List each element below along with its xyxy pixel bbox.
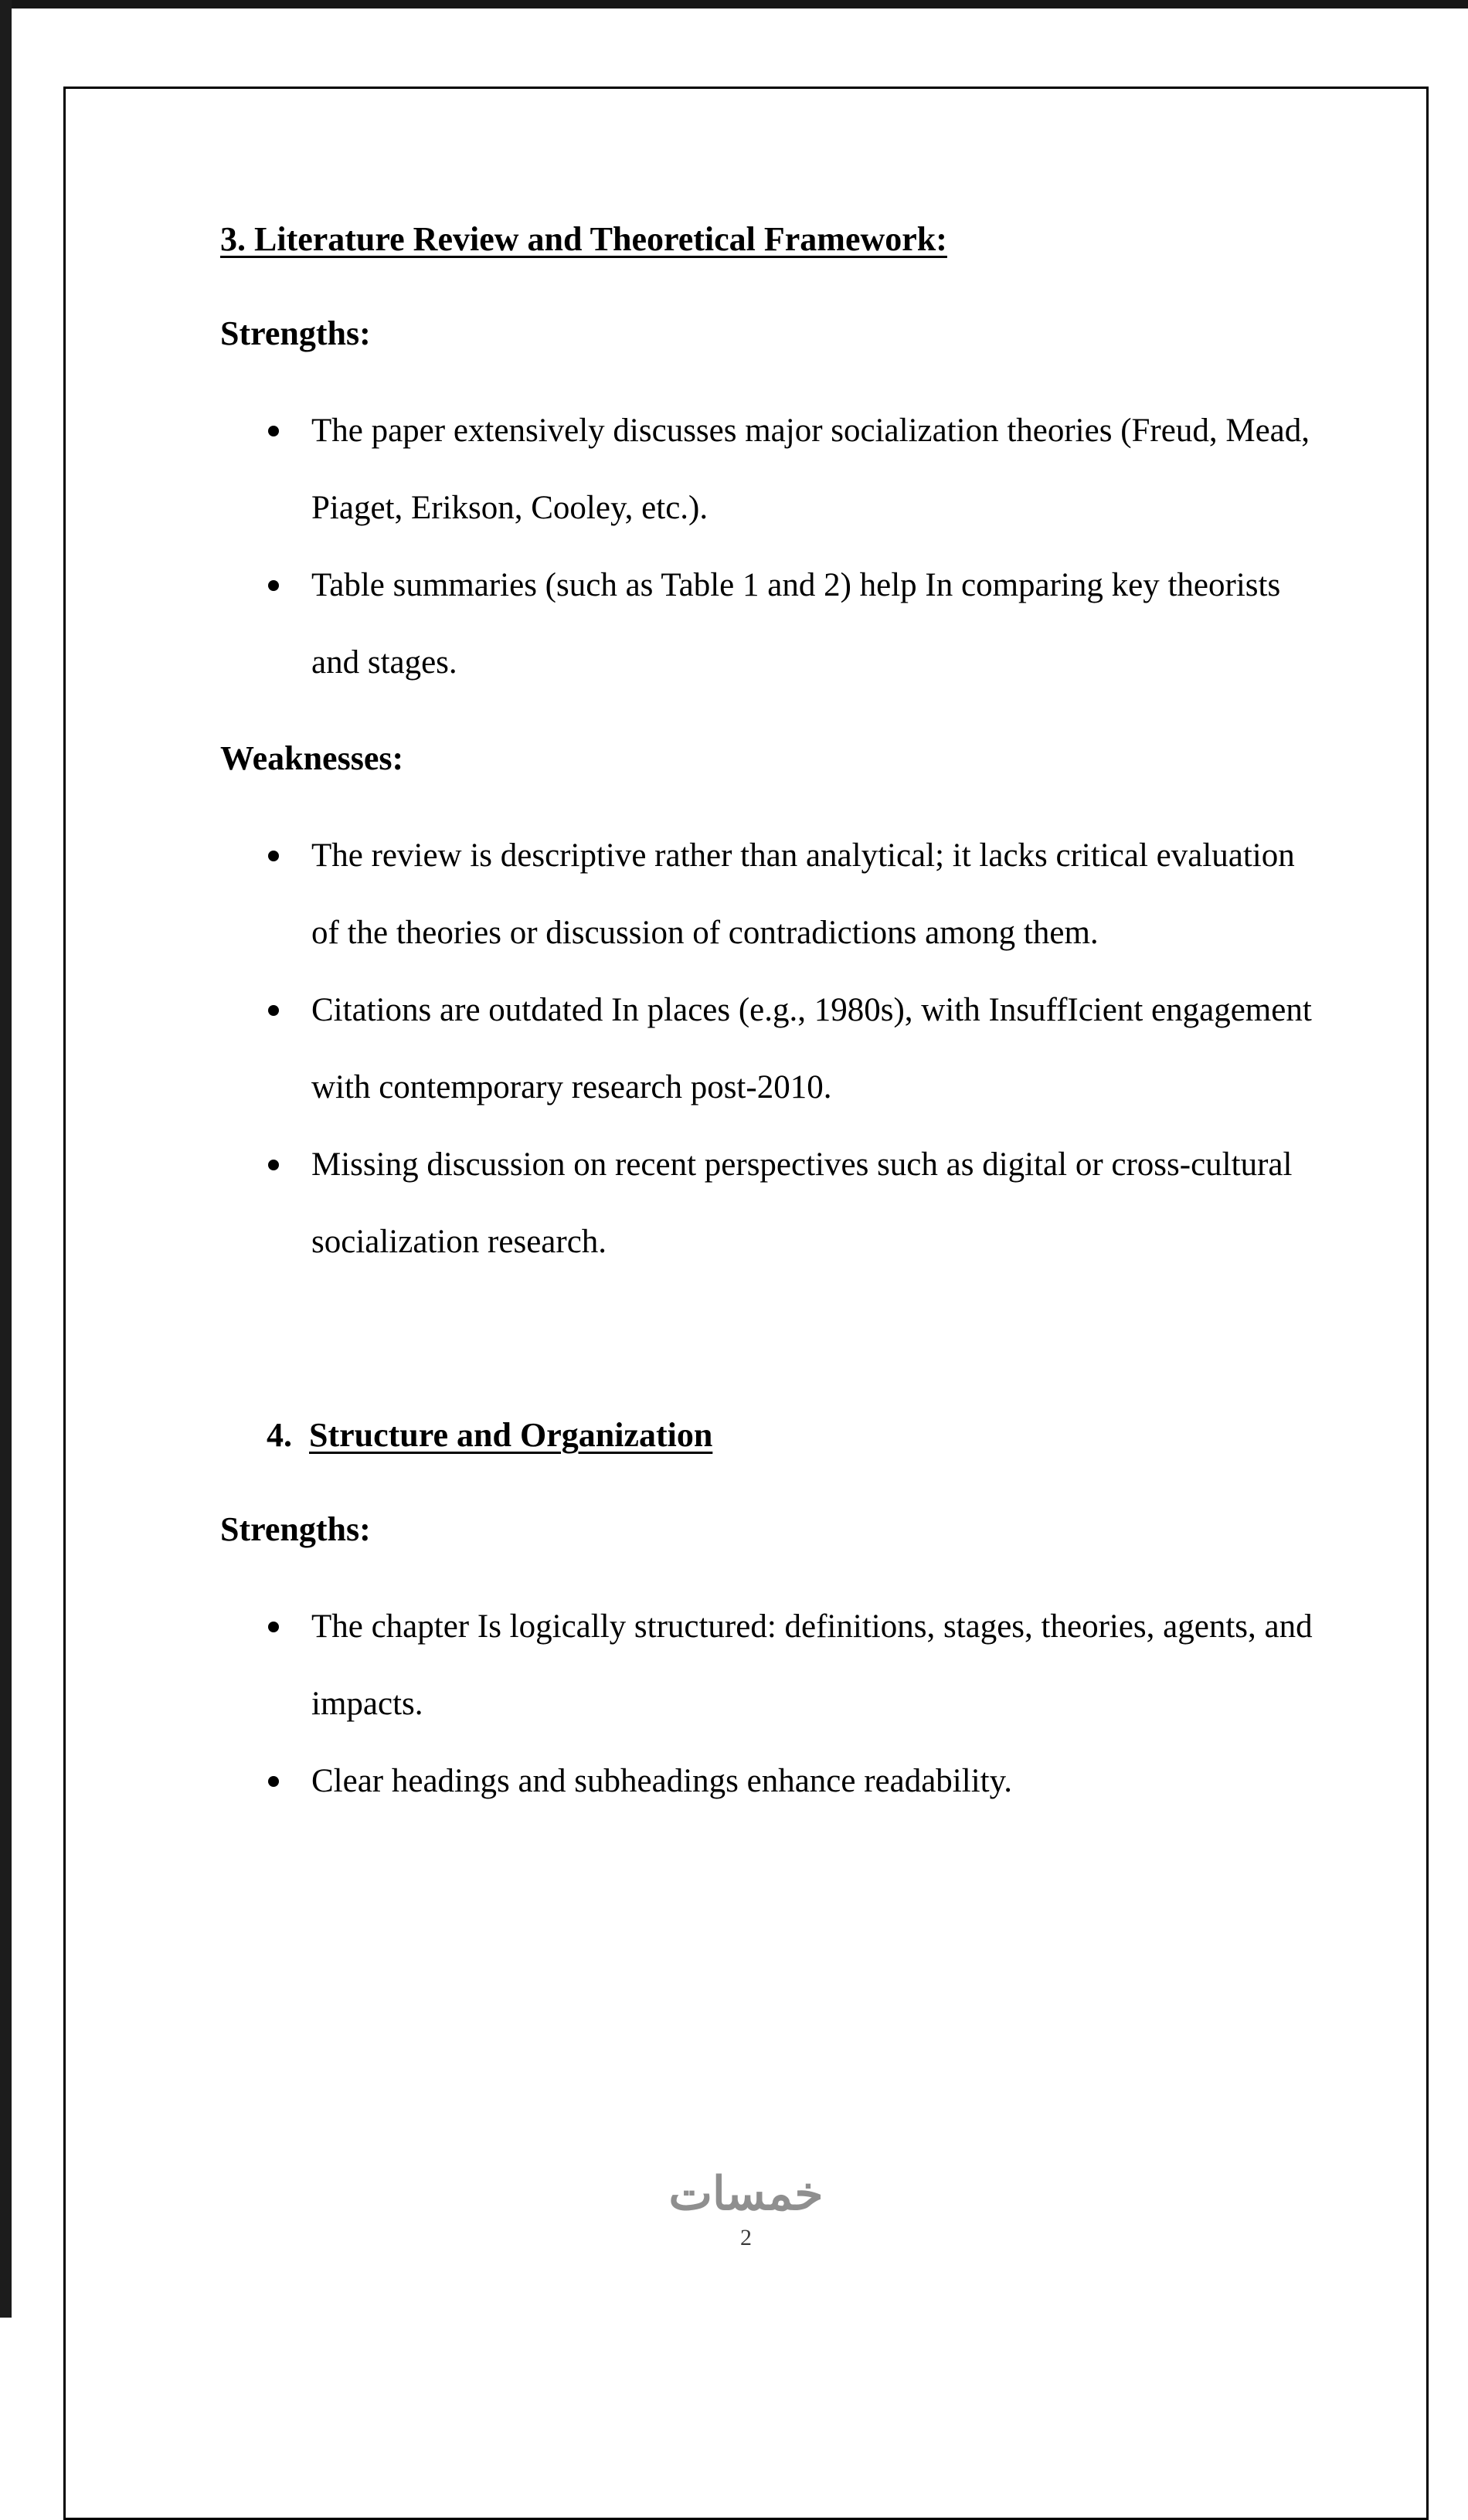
section-3-heading: 3. Literature Review and Theoretical Framework: [220,220,947,258]
list-item [220,1588,1318,1743]
list-item [220,1743,1318,1820]
list-item [220,972,1318,1126]
page-number: 2 [740,2225,752,2250]
list-item [220,817,1318,972]
section-4-heading [220,1397,1318,1474]
list-item [220,392,1318,547]
document-page [63,87,1429,2520]
bullet-icon [268,1005,279,1016]
section-4-number: 4. [267,1416,292,1454]
bullet-text: Citations are outdated In places (e.g., 1980s), with InsuffIcient engagement with contemporary research post-2010. [311,992,1312,1105]
strengths-label-section-3: Strengths: [220,314,371,352]
bullet-icon [268,1776,279,1787]
section-3-strengths-list [220,392,1318,701]
bullet-text: The review is descriptive rather than analytical; it lacks critical evaluation of the theories or discussion of contradictions among them. [311,837,1295,951]
bullet-icon [268,1160,279,1170]
bullet-icon [268,1622,279,1632]
bullet-text: Clear headings and subheadings enhance readability. [311,1763,1013,1799]
strengths-label-section-4: Strengths: [220,1510,371,1548]
list-item [220,547,1318,701]
bullet-icon [268,580,279,591]
bullet-icon [268,426,279,436]
bullet-text: The paper extensively discusses major socialization theories (Freud, Mead, Piaget, Erikson, Cooley, etc.). [311,413,1310,526]
scan-edge-top [0,0,1468,8]
khamsat-watermark: خمسات [668,2168,824,2219]
page-content [66,89,1426,1820]
bullet-text: The chapter Is logically structured: definitions, stages, theories, agents, and impacts. [311,1608,1313,1722]
bullet-text: Missing discussion on recent perspectives such as digital or cross-cultural socialization research. [311,1146,1293,1260]
weaknesses-label-section-3: Weaknesses: [220,739,404,777]
page-footer [66,2167,1426,2255]
scan-edge-left [0,0,12,2318]
section-4-title: Structure and Organization [309,1416,713,1454]
list-item [220,1126,1318,1281]
section-3-weaknesses-list [220,817,1318,1281]
section-4-strengths-list [220,1588,1318,1820]
bullet-text: Table summaries (such as Table 1 and 2) help In comparing key theorists and stages. [311,567,1281,681]
bullet-icon [268,851,279,861]
